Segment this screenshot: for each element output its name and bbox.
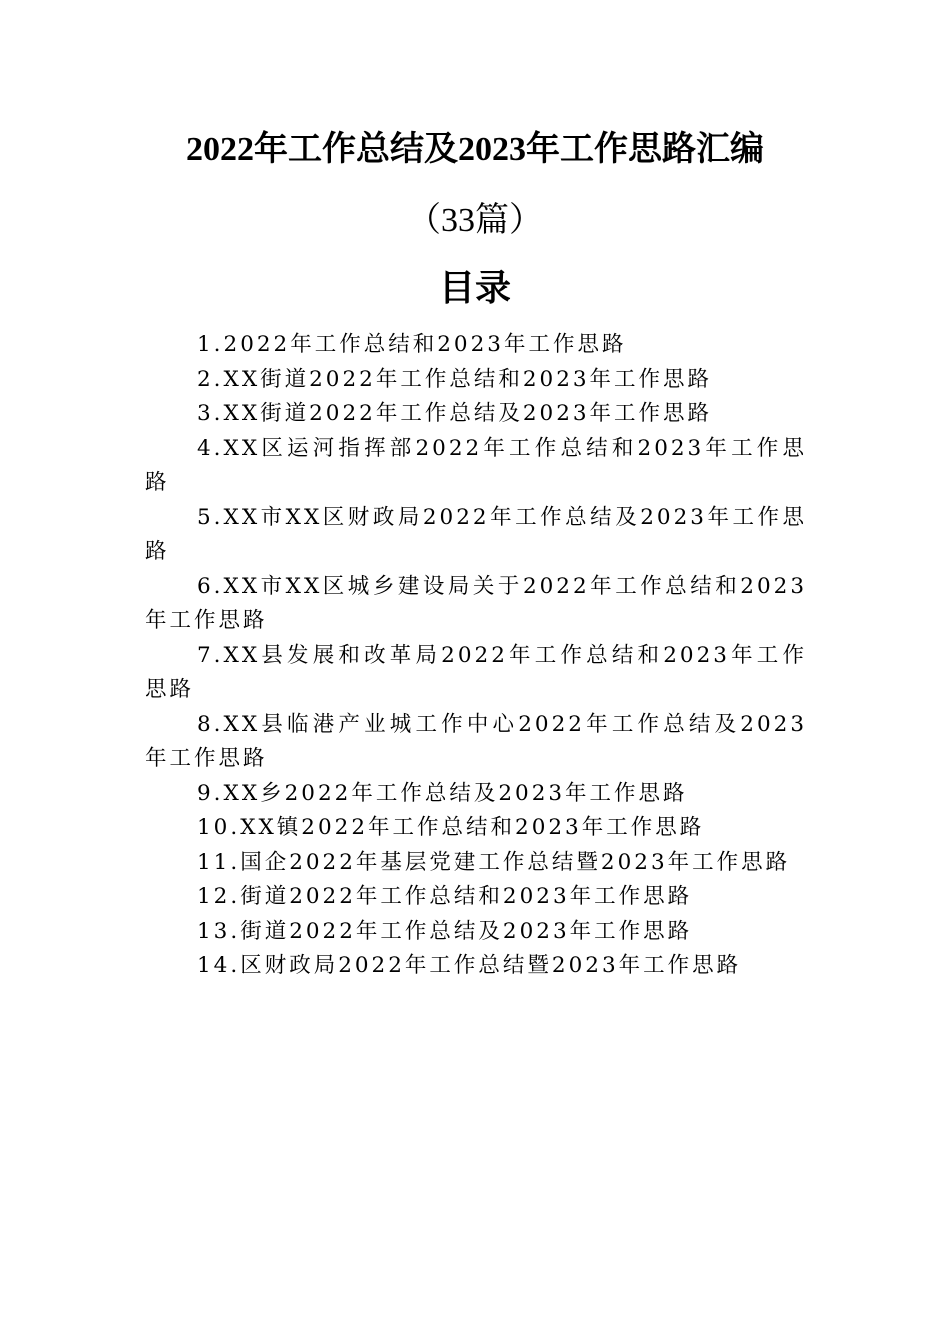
toc-item: 6.XX市XX区城乡建设局关于2022年工作总结和2023年工作思路 (145, 573, 807, 633)
toc-item: 7.XX县发展和改革局2022年工作总结和2023年工作思路 (145, 642, 807, 702)
toc-item: 12.街道2022年工作总结和2023年工作思路 (197, 884, 693, 909)
toc-heading: 目录 (438, 268, 511, 309)
toc-item: 1.2022年工作总结和2023年工作思路 (197, 332, 627, 357)
toc-item: 11.国企2022年基层党建工作总结暨2023年工作思路 (197, 849, 791, 875)
toc-item: 13.街道2022年工作总结及2023年工作思路 (197, 918, 693, 944)
document-subtitle: （33篇） (407, 202, 543, 239)
toc-item: 9.XX乡2022年工作总结及2023年工作思路 (197, 780, 688, 806)
toc-item: 10.XX镇2022年工作总结和2023年工作思路 (197, 815, 705, 840)
toc-item: 2.XX街道2022年工作总结和2023年工作思路 (197, 366, 713, 392)
toc-item: 3.XX街道2022年工作总结及2023年工作思路 (197, 401, 713, 426)
toc-item: 5.XX市XX区财政局2022年工作总结及2023年工作思路 (145, 504, 807, 564)
document-title: 2022年工作总结及2023年工作思路汇编 (186, 131, 764, 168)
toc-item: 8.XX县临港产业城工作中心2022年工作总结及2023年工作思路 (145, 711, 807, 771)
toc-item: 4.XX区运河指挥部2022年工作总结和2023年工作思路 (145, 435, 807, 495)
table-of-contents (145, 328, 807, 984)
toc-item: 14.区财政局2022年工作总结暨2023年工作思路 (197, 953, 742, 978)
